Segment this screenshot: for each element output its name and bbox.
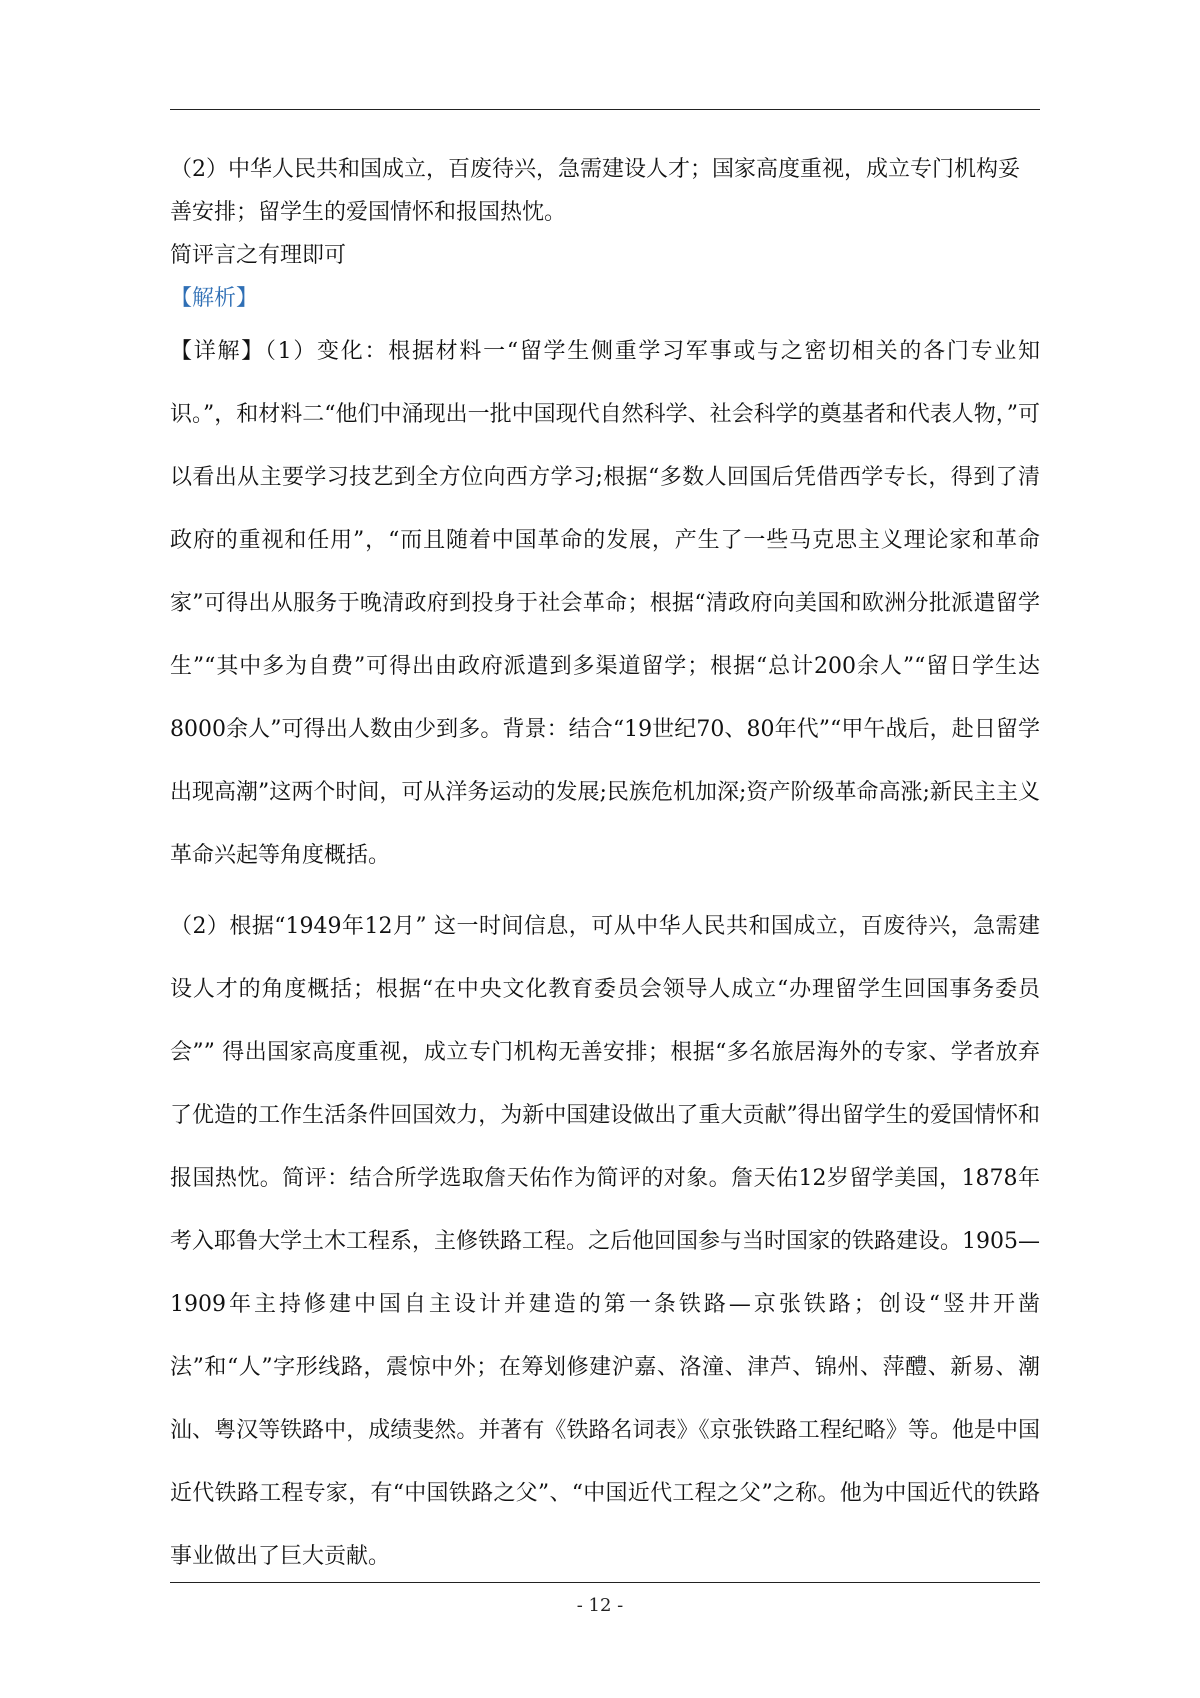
analysis-heading: 【解析】	[170, 286, 259, 311]
document-body	[170, 148, 1040, 1588]
analysis-detail-part-1: 【详解】（1）变化：根据材料一“留学生侧重学习军事或与之密切相关的各门专业知识。”，和材料二“他们中涌现出一批中国现代自然科学、社会科学的奠基者和代表人物，”可以看出从主要学习技艺到全方位向西方学习;根据“多数人回国后凭借西学专长，得到了清政府的重视和任用”，“而且随着中国革命的发展，产生了一些马克思主义理论家和革命家”可得出从服务于晚清政府到投身于社会革命；根据“清政府向美国和欧洲分批派遣留学生”“其中多为自费”可得出由政府派遣到多渠道留学；根据“总计200余人”“留日学生达8000余人”可得出人数由少到多。背景：结合“19世纪70、80年代”“甲午战后，赴日留学出现高潮”这两个时间，可从洋务运动的发展;民族危机加深;资产阶级革命高涨;新民主主义革命兴起等角度概括。	[170, 339, 1040, 868]
answer-part-2: （2）中华人民共和国成立，百废待兴，急需建设人才；国家高度重视，成立专门机构妥善安排；留学生的爱国情怀和报国热忱。	[170, 157, 1020, 225]
header-rule	[170, 109, 1040, 110]
footer-rule	[170, 1582, 1040, 1583]
page-number: - 12 -	[576, 1595, 624, 1616]
analysis-detail-part-2: （2）根据“1949年12月” 这一时间信息，可从中华人民共和国成立，百废待兴，急需建设人才的角度概括；根据“在中央文化教育委员会领导人成立“办理留学生回国事务委员会”” 得出国家高度重视，成立专门机构无善安排；根据“多名旅居海外的专家、学者放弃了优造的工作生活条件回国效力，为新中国建设做出了重大贡献”得出留学生的爱国情怀和报国热忱。简评：结合所学选取詹天佑作为简评的对象。詹天佑12岁留学美国，1878年考入耶鲁大学土木工程系，主修铁路工程。之后他回国参与当时国家的铁路建设。1905—1909年主持修建中国自主设计并建造的第一条铁路—京张铁路；创设“竖井开凿法”和“人”字形线路，震惊中外；在筹划修建沪嘉、洛潼、津芦、锦州、萍醴、新易、潮汕、粤汉等铁路中，成绩斐然。并著有《铁路名词表》《京张铁路工程纪略》等。他是中国近代铁路工程专家，有“中国铁路之父”、“中国近代工程之父”之称。他为中国近代的铁路事业做出了巨大贡献。	[170, 914, 1040, 1569]
answer-comment-note: 简评言之有理即可	[170, 243, 347, 268]
